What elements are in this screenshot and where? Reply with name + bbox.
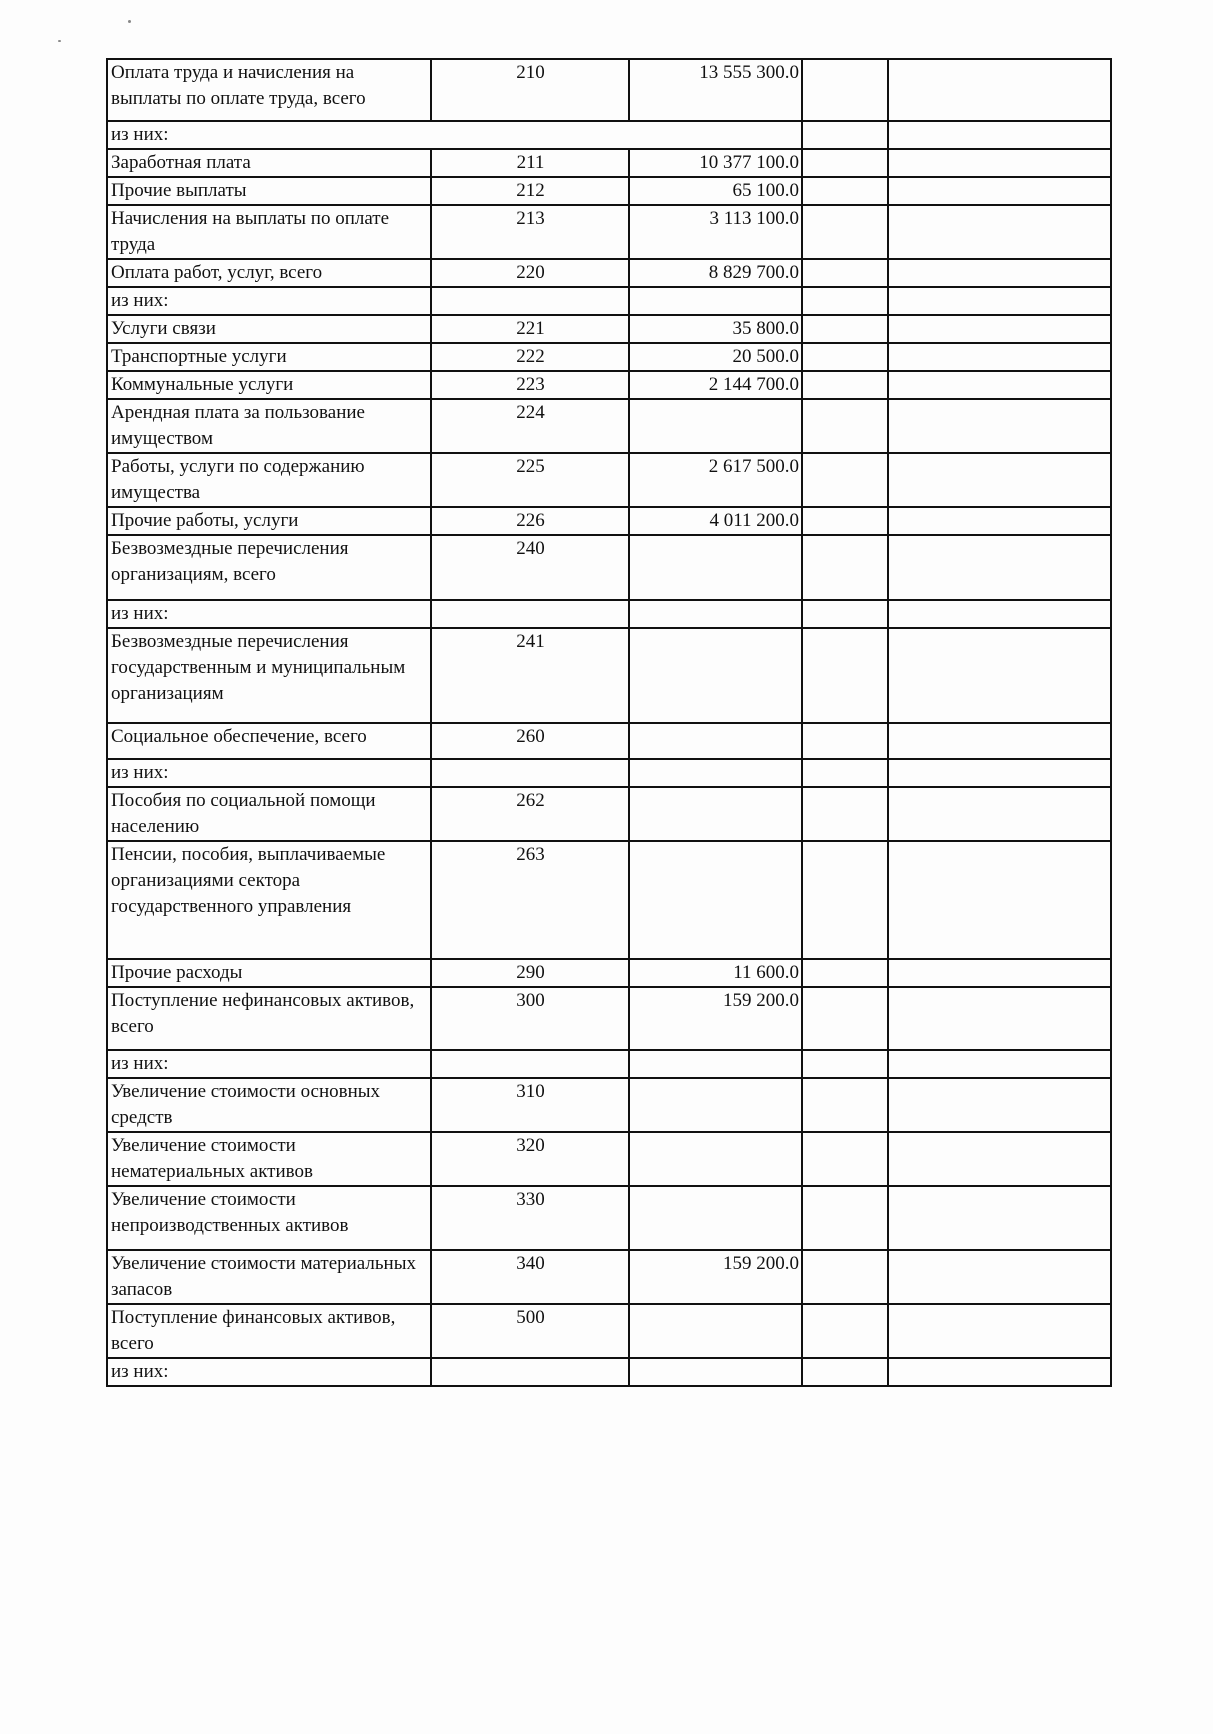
empty-cell — [888, 723, 1111, 759]
empty-cell — [802, 959, 888, 987]
row-code: 263 — [431, 841, 629, 959]
row-name: Поступление нефинансовых активов, всего — [107, 987, 431, 1050]
empty-cell — [888, 1078, 1111, 1132]
empty-cell — [888, 399, 1111, 453]
empty-cell — [888, 59, 1111, 121]
row-code: 240 — [431, 535, 629, 600]
empty-cell — [802, 1132, 888, 1186]
empty-cell — [802, 1186, 888, 1250]
empty-cell — [802, 399, 888, 453]
row-sum: 65 100.0 — [629, 177, 802, 205]
table-row — [107, 959, 1111, 987]
row-sum: 2 144 700.0 — [629, 371, 802, 399]
table-row — [107, 987, 1111, 1050]
empty-cell — [802, 723, 888, 759]
table-row — [107, 723, 1111, 759]
row-code: 241 — [431, 628, 629, 723]
empty-cell — [888, 535, 1111, 600]
row-code: 224 — [431, 399, 629, 453]
row-code — [431, 600, 629, 628]
row-name: Арендная плата за пользование имуществом — [107, 399, 431, 453]
row-code: 320 — [431, 1132, 629, 1186]
row-sum — [629, 399, 802, 453]
row-code — [431, 1050, 629, 1078]
empty-cell — [888, 1186, 1111, 1250]
row-code: 211 — [431, 149, 629, 177]
row-name: Безвозмездные перечисления государственным и муниципальным организациям — [107, 628, 431, 723]
empty-cell — [802, 787, 888, 841]
row-sum — [629, 600, 802, 628]
empty-cell — [802, 841, 888, 959]
empty-cell — [888, 149, 1111, 177]
row-sum — [629, 287, 802, 315]
row-sum — [629, 787, 802, 841]
empty-cell — [802, 343, 888, 371]
row-name: из них: — [107, 1358, 431, 1386]
empty-cell — [888, 1250, 1111, 1304]
table-row — [107, 1186, 1111, 1250]
table-row — [107, 1250, 1111, 1304]
table-row — [107, 507, 1111, 535]
row-code: 310 — [431, 1078, 629, 1132]
row-code — [431, 759, 629, 787]
row-name: Прочие расходы — [107, 959, 431, 987]
empty-cell — [888, 177, 1111, 205]
row-code: 226 — [431, 507, 629, 535]
row-code: 210 — [431, 59, 629, 121]
row-sum — [629, 1186, 802, 1250]
empty-cell — [802, 177, 888, 205]
row-name: Поступление финансовых активов, всего — [107, 1304, 431, 1358]
empty-cell — [802, 1078, 888, 1132]
empty-cell — [888, 600, 1111, 628]
row-code: 330 — [431, 1186, 629, 1250]
row-code: 223 — [431, 371, 629, 399]
table-row — [107, 205, 1111, 259]
empty-cell — [802, 600, 888, 628]
row-sum — [629, 535, 802, 600]
empty-cell — [802, 507, 888, 535]
empty-cell — [802, 287, 888, 315]
row-name: Увеличение стоимости материальных запасов — [107, 1250, 431, 1304]
empty-cell — [802, 59, 888, 121]
table-row — [107, 177, 1111, 205]
row-sum — [629, 1078, 802, 1132]
empty-cell — [802, 1050, 888, 1078]
table-row — [107, 787, 1111, 841]
empty-cell — [888, 1304, 1111, 1358]
table-row — [107, 1050, 1111, 1078]
row-sum: 159 200.0 — [629, 987, 802, 1050]
row-name: Социальное обеспечение, всего — [107, 723, 431, 759]
row-name: из них: — [107, 287, 431, 315]
row-name: Безвозмездные перечисления организациям, всего — [107, 535, 431, 600]
row-name: Коммунальные услуги — [107, 371, 431, 399]
row-name: Увеличение стоимости основных средств — [107, 1078, 431, 1132]
row-sum — [629, 1358, 802, 1386]
row-sum: 11 600.0 — [629, 959, 802, 987]
row-sum — [629, 723, 802, 759]
row-code: 220 — [431, 259, 629, 287]
row-sum: 8 829 700.0 — [629, 259, 802, 287]
table-row — [107, 371, 1111, 399]
table-row — [107, 259, 1111, 287]
empty-cell — [888, 841, 1111, 959]
row-sum: 13 555 300.0 — [629, 59, 802, 121]
table-row — [107, 287, 1111, 315]
empty-cell — [888, 121, 1111, 149]
row-sum: 10 377 100.0 — [629, 149, 802, 177]
expense-table — [106, 58, 1112, 1387]
empty-cell — [802, 149, 888, 177]
row-name: Оплата работ, услуг, всего — [107, 259, 431, 287]
scan-speck — [128, 20, 131, 23]
scan-speck — [58, 40, 61, 42]
row-name: Увеличение стоимости нематериальных активов — [107, 1132, 431, 1186]
empty-cell — [888, 987, 1111, 1050]
row-code: 213 — [431, 205, 629, 259]
empty-cell — [888, 259, 1111, 287]
row-sum — [629, 1050, 802, 1078]
empty-cell — [802, 259, 888, 287]
row-name: Пособия по социальной помощи населению — [107, 787, 431, 841]
table-row — [107, 1304, 1111, 1358]
row-code: 222 — [431, 343, 629, 371]
row-name: Прочие выплаты — [107, 177, 431, 205]
row-code: 262 — [431, 787, 629, 841]
row-sum: 3 113 100.0 — [629, 205, 802, 259]
empty-cell — [802, 371, 888, 399]
empty-cell — [888, 507, 1111, 535]
table-row — [107, 759, 1111, 787]
row-code: 500 — [431, 1304, 629, 1358]
row-code — [431, 1358, 629, 1386]
empty-cell — [802, 535, 888, 600]
empty-cell — [888, 1132, 1111, 1186]
table-row — [107, 841, 1111, 959]
table-row — [107, 1078, 1111, 1132]
table-row — [107, 535, 1111, 600]
row-sum: 159 200.0 — [629, 1250, 802, 1304]
row-code: 300 — [431, 987, 629, 1050]
empty-cell — [888, 205, 1111, 259]
empty-cell — [802, 1304, 888, 1358]
row-sum — [629, 628, 802, 723]
row-name: Услуги связи — [107, 315, 431, 343]
empty-cell — [888, 287, 1111, 315]
table-row — [107, 121, 1111, 149]
empty-cell — [888, 959, 1111, 987]
empty-cell — [888, 1050, 1111, 1078]
row-sum — [629, 1132, 802, 1186]
row-name: Пенсии, пособия, выплачиваемые организациями сектора государственного управления — [107, 841, 431, 959]
empty-cell — [802, 987, 888, 1050]
row-name: Транспортные услуги — [107, 343, 431, 371]
empty-cell — [888, 787, 1111, 841]
empty-cell — [802, 1250, 888, 1304]
empty-cell — [888, 371, 1111, 399]
row-sum — [629, 759, 802, 787]
row-code: 340 — [431, 1250, 629, 1304]
empty-cell — [888, 1358, 1111, 1386]
empty-cell — [802, 453, 888, 507]
row-sum — [629, 1304, 802, 1358]
row-name: из них: — [107, 1050, 431, 1078]
row-sum — [629, 841, 802, 959]
empty-cell — [888, 343, 1111, 371]
row-name: Начисления на выплаты по оплате труда — [107, 205, 431, 259]
row-code: 212 — [431, 177, 629, 205]
table-row — [107, 315, 1111, 343]
empty-cell — [802, 315, 888, 343]
row-name: Увеличение стоимости непроизводственных активов — [107, 1186, 431, 1250]
row-sum: 20 500.0 — [629, 343, 802, 371]
table-row — [107, 149, 1111, 177]
row-sum: 35 800.0 — [629, 315, 802, 343]
row-sum: 4 011 200.0 — [629, 507, 802, 535]
table-row — [107, 399, 1111, 453]
empty-cell — [888, 453, 1111, 507]
row-code: 225 — [431, 453, 629, 507]
empty-cell — [888, 759, 1111, 787]
row-code: 290 — [431, 959, 629, 987]
empty-cell — [802, 759, 888, 787]
table-row — [107, 453, 1111, 507]
row-code — [431, 287, 629, 315]
table-row — [107, 1132, 1111, 1186]
table-row — [107, 600, 1111, 628]
row-name: Заработная плата — [107, 149, 431, 177]
table-row — [107, 59, 1111, 121]
table-row — [107, 1358, 1111, 1386]
empty-cell — [802, 205, 888, 259]
empty-cell — [888, 315, 1111, 343]
table-row — [107, 628, 1111, 723]
row-name: из них: — [107, 600, 431, 628]
row-sum: 2 617 500.0 — [629, 453, 802, 507]
row-name: из них: — [107, 121, 802, 149]
row-name: Оплата труда и начисления на выплаты по оплате труда, всего — [107, 59, 431, 121]
row-name: из них: — [107, 759, 431, 787]
empty-cell — [802, 121, 888, 149]
empty-cell — [802, 1358, 888, 1386]
row-code: 260 — [431, 723, 629, 759]
row-code: 221 — [431, 315, 629, 343]
table-row — [107, 343, 1111, 371]
empty-cell — [888, 628, 1111, 723]
row-name: Прочие работы, услуги — [107, 507, 431, 535]
empty-cell — [802, 628, 888, 723]
row-name: Работы, услуги по содержанию имущества — [107, 453, 431, 507]
